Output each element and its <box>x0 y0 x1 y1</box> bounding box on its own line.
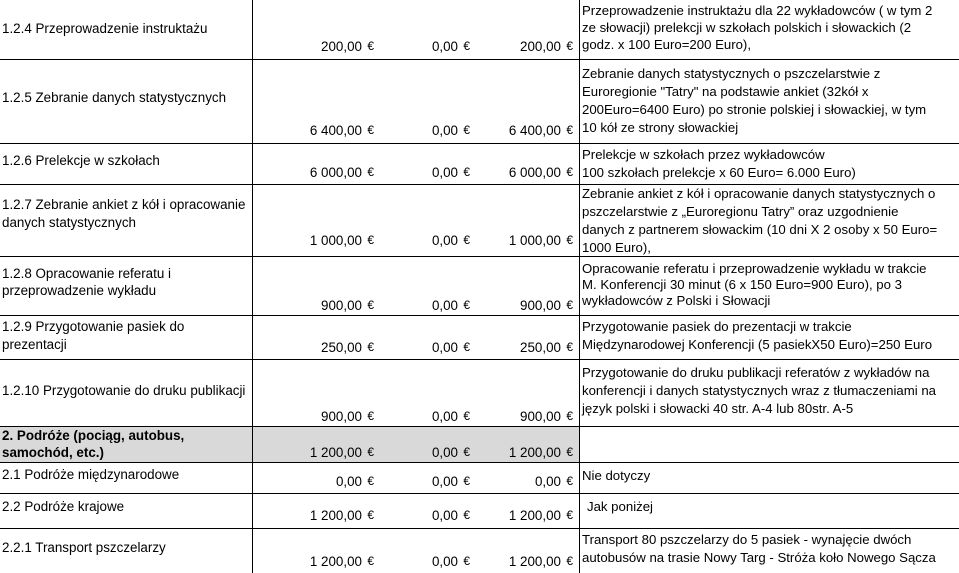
euro-symbol: € <box>463 409 470 423</box>
euro-symbol: € <box>463 233 470 247</box>
description-line: Przygotowanie do druku publikacji referatów z wykładów na <box>582 365 930 380</box>
description-cell <box>580 0 959 59</box>
description-line: 10 kół ze strony słowackiej <box>582 120 739 135</box>
euro-symbol: € <box>566 298 573 312</box>
description-line: godz. x 100 Euro=200 Euro), <box>582 37 751 52</box>
description-line: wykładowców z Polski i Słowacji <box>582 293 771 308</box>
euro-symbol: € <box>367 165 374 179</box>
amount-requested: 200,00 <box>520 39 561 54</box>
amount-total: 900,00 <box>321 409 362 424</box>
amount-total: 250,00 <box>321 340 362 355</box>
amount-cell-requested <box>476 360 579 426</box>
amount-total: 6 000,00 <box>309 165 362 180</box>
description-cell <box>580 463 959 493</box>
amount-cell-total <box>252 316 380 359</box>
table-row <box>0 528 959 573</box>
item-label: 1.2.10 Przygotowanie do druku publikacji <box>2 383 246 398</box>
description-line: Przeprowadzenie instruktażu dla 22 wykładowców ( w tym 2 <box>582 3 933 18</box>
euro-symbol: € <box>463 298 470 312</box>
amount-requested: 6 400,00 <box>508 123 561 138</box>
item-cell <box>0 360 252 426</box>
amount-cell-total <box>252 185 380 256</box>
item-label: 2.2.1 Transport pszczelarzy <box>2 540 166 555</box>
amount-cell-other <box>380 316 476 359</box>
amount-cell-requested <box>476 463 579 493</box>
euro-symbol: € <box>566 554 573 568</box>
amount-requested: 1 200,00 <box>508 554 561 569</box>
description-line: Prelekcje w szkołach przez wykładowców <box>582 147 825 162</box>
amount-cell-total <box>252 494 380 528</box>
amount-cell-other <box>380 427 476 462</box>
amount-total: 1 200,00 <box>309 445 362 460</box>
amount-cell-other <box>380 529 476 573</box>
column-divider <box>579 0 580 573</box>
item-label: 1.2.6 Prelekcje w szkołach <box>2 153 160 168</box>
amount-cell-total <box>252 144 380 184</box>
euro-symbol: € <box>566 409 573 423</box>
amount-cell-requested <box>476 427 579 462</box>
euro-symbol: € <box>566 445 573 459</box>
amount-other: 0,00 <box>431 233 458 248</box>
euro-symbol: € <box>463 123 470 137</box>
item-cell <box>0 60 252 143</box>
description-line: Zebranie ankiet z kół i opracowanie danych statystycznych o <box>582 186 936 201</box>
description-line: 200Euro=6400 Euro) po stronie polskiej i słowackiej, w tym <box>582 102 927 117</box>
item-label: 1.2.7 Zebranie ankiet z kół i opracowanie <box>2 197 246 212</box>
item-label: 2. Podróże (pociąg, autobus, <box>2 428 185 443</box>
euro-symbol: € <box>367 409 374 423</box>
item-cell <box>0 427 252 462</box>
item-cell <box>0 494 252 528</box>
description-line: Jak poniżej <box>587 499 653 514</box>
amount-cell-other <box>380 360 476 426</box>
euro-symbol: € <box>367 340 374 354</box>
description-cell <box>580 185 959 256</box>
table-row <box>0 256 959 315</box>
amount-cell-requested <box>476 494 579 528</box>
euro-symbol: € <box>566 508 573 522</box>
amount-other: 0,00 <box>431 508 458 523</box>
euro-symbol: € <box>367 123 374 137</box>
amount-cell-total <box>252 0 380 59</box>
euro-symbol: € <box>566 39 573 53</box>
item-label: 1.2.4 Przeprowadzenie instruktażu <box>2 21 208 36</box>
amount-requested: 250,00 <box>520 340 561 355</box>
euro-symbol: € <box>367 39 374 53</box>
description-line: Przygotowanie pasiek do prezentacji w trakcie <box>582 319 852 334</box>
amount-cell-total <box>252 427 380 462</box>
amount-cell-total <box>252 529 380 573</box>
table-row <box>0 59 959 143</box>
amount-total: 200,00 <box>321 39 362 54</box>
amount-total: 1 000,00 <box>309 233 362 248</box>
table-row <box>0 359 959 426</box>
amount-cell-other <box>380 494 476 528</box>
euro-symbol: € <box>463 165 470 179</box>
table-row <box>0 462 959 493</box>
description-cell <box>580 60 959 143</box>
amount-cell-other <box>380 144 476 184</box>
description-line: język polski i słowacki 40 str. A-4 lub 80str. A-5 <box>582 401 854 416</box>
table-row <box>0 426 959 462</box>
table-row <box>0 0 959 59</box>
amount-other: 0,00 <box>431 474 458 489</box>
amount-requested: 900,00 <box>520 409 561 424</box>
amount-cell-other <box>380 463 476 493</box>
item-label: danych statystycznych <box>2 215 136 230</box>
column-divider <box>252 0 253 573</box>
description-line: Euroregionie "Tatry" na podstawie ankiet (32kół x <box>582 84 869 99</box>
description-line: pszczelarstwie z „Euroregionu Tatry” oraz uzgodnienie <box>582 204 899 219</box>
euro-symbol: € <box>566 165 573 179</box>
euro-symbol: € <box>367 233 374 247</box>
amount-cell-requested <box>476 60 579 143</box>
amount-cell-other <box>380 257 476 315</box>
amount-other: 0,00 <box>431 409 458 424</box>
amount-total: 1 200,00 <box>309 554 362 569</box>
amount-requested: 900,00 <box>520 298 561 313</box>
description-cell <box>580 494 959 528</box>
item-cell <box>0 316 252 359</box>
description-cell <box>580 144 959 184</box>
amount-other: 0,00 <box>431 123 458 138</box>
amount-other: 0,00 <box>431 554 458 569</box>
amount-total: 900,00 <box>321 298 362 313</box>
amount-cell-total <box>252 360 380 426</box>
euro-symbol: € <box>367 298 374 312</box>
amount-requested: 0,00 <box>534 474 561 489</box>
description-line: konferencji i danych statystycznych wraz z tłumaczeniami na <box>582 383 937 398</box>
euro-symbol: € <box>566 123 573 137</box>
description-cell <box>580 360 959 426</box>
item-label: 1.2.8 Opracowanie referatu i <box>2 266 171 281</box>
description-line: M. Konferencji 30 minut (6 x 150 Euro=900 Euro), po 3 <box>582 277 902 292</box>
item-label: samochód, etc.) <box>2 445 104 460</box>
description-cell <box>580 316 959 359</box>
item-cell <box>0 529 252 573</box>
item-cell <box>0 257 252 315</box>
amount-other: 0,00 <box>431 445 458 460</box>
euro-symbol: € <box>566 233 573 247</box>
amount-other: 0,00 <box>431 39 458 54</box>
description-line: Nie dotyczy <box>582 468 651 483</box>
euro-symbol: € <box>367 508 374 522</box>
amount-requested: 1 200,00 <box>508 445 561 460</box>
description-line: danych z partnerem słowackim (10 dni X 2 osoby x 50 Euro= <box>582 222 938 237</box>
description-line: Transport 80 pszczelarzy do 5 pasiek - wynajęcie dwóch <box>582 532 912 547</box>
euro-symbol: € <box>463 474 470 488</box>
amount-cell-other <box>380 60 476 143</box>
item-label: 2.2 Podróże krajowe <box>2 499 125 514</box>
euro-symbol: € <box>566 474 573 488</box>
euro-symbol: € <box>463 39 470 53</box>
description-line: 100 szkołach prelekcje x 60 Euro= 6.000 Euro) <box>582 165 856 180</box>
amount-other: 0,00 <box>431 165 458 180</box>
description-cell <box>580 257 959 315</box>
description-line: ze słowacji) prelekcji w szkołach polskich i słowackich (2 <box>582 20 912 35</box>
description-line: 1000 Euro), <box>582 240 651 255</box>
item-cell <box>0 144 252 184</box>
item-label: 1.2.5 Zebranie danych statystycznych <box>2 90 227 105</box>
euro-symbol: € <box>463 554 470 568</box>
amount-cell-total <box>252 463 380 493</box>
amount-cell-requested <box>476 144 579 184</box>
amount-requested: 1 200,00 <box>508 508 561 523</box>
amount-other: 0,00 <box>431 298 458 313</box>
item-cell <box>0 0 252 59</box>
item-label: 2.1 Podróże międzynarodowe <box>2 467 180 482</box>
table-row <box>0 315 959 359</box>
amount-cell-total <box>252 60 380 143</box>
amount-cell-requested <box>476 529 579 573</box>
table-row <box>0 493 959 528</box>
euro-symbol: € <box>367 554 374 568</box>
amount-other: 0,00 <box>431 340 458 355</box>
amount-requested: 6 000,00 <box>508 165 561 180</box>
description-line: Międzynarodowej Konferencji (5 pasiekX50 Euro)=250 Euro <box>582 337 933 352</box>
amount-requested: 1 000,00 <box>508 233 561 248</box>
amount-cell-total <box>252 257 380 315</box>
amount-cell-requested <box>476 257 579 315</box>
amount-cell-requested <box>476 185 579 256</box>
description-cell <box>580 529 959 573</box>
amount-cell-requested <box>476 0 579 59</box>
euro-symbol: € <box>367 474 374 488</box>
description-cell <box>580 427 959 462</box>
amount-total: 6 400,00 <box>309 123 362 138</box>
item-cell <box>0 463 252 493</box>
euro-symbol: € <box>463 445 470 459</box>
description-line: Zebranie danych statystycznych o pszczelarstwie z <box>582 66 881 81</box>
euro-symbol: € <box>367 445 374 459</box>
amount-cell-other <box>380 185 476 256</box>
amount-cell-other <box>380 0 476 59</box>
item-label: prezentacji <box>2 337 67 352</box>
euro-symbol: € <box>566 340 573 354</box>
amount-cell-requested <box>476 316 579 359</box>
item-cell <box>0 185 252 256</box>
item-label: przeprowadzenie wykładu <box>2 283 157 298</box>
euro-symbol: € <box>463 508 470 522</box>
item-label: 1.2.9 Przygotowanie pasiek do <box>2 319 185 334</box>
table-row <box>0 184 959 256</box>
amount-total: 1 200,00 <box>309 508 362 523</box>
amount-total: 0,00 <box>335 474 362 489</box>
table-row <box>0 143 959 184</box>
description-line: Opracowanie referatu i przeprowadzenie wykładu w trakcie <box>582 261 927 276</box>
description-line: autobusów na trasie Nowy Targ - Stróża koło Nowego Sącza <box>582 550 936 565</box>
euro-symbol: € <box>463 340 470 354</box>
